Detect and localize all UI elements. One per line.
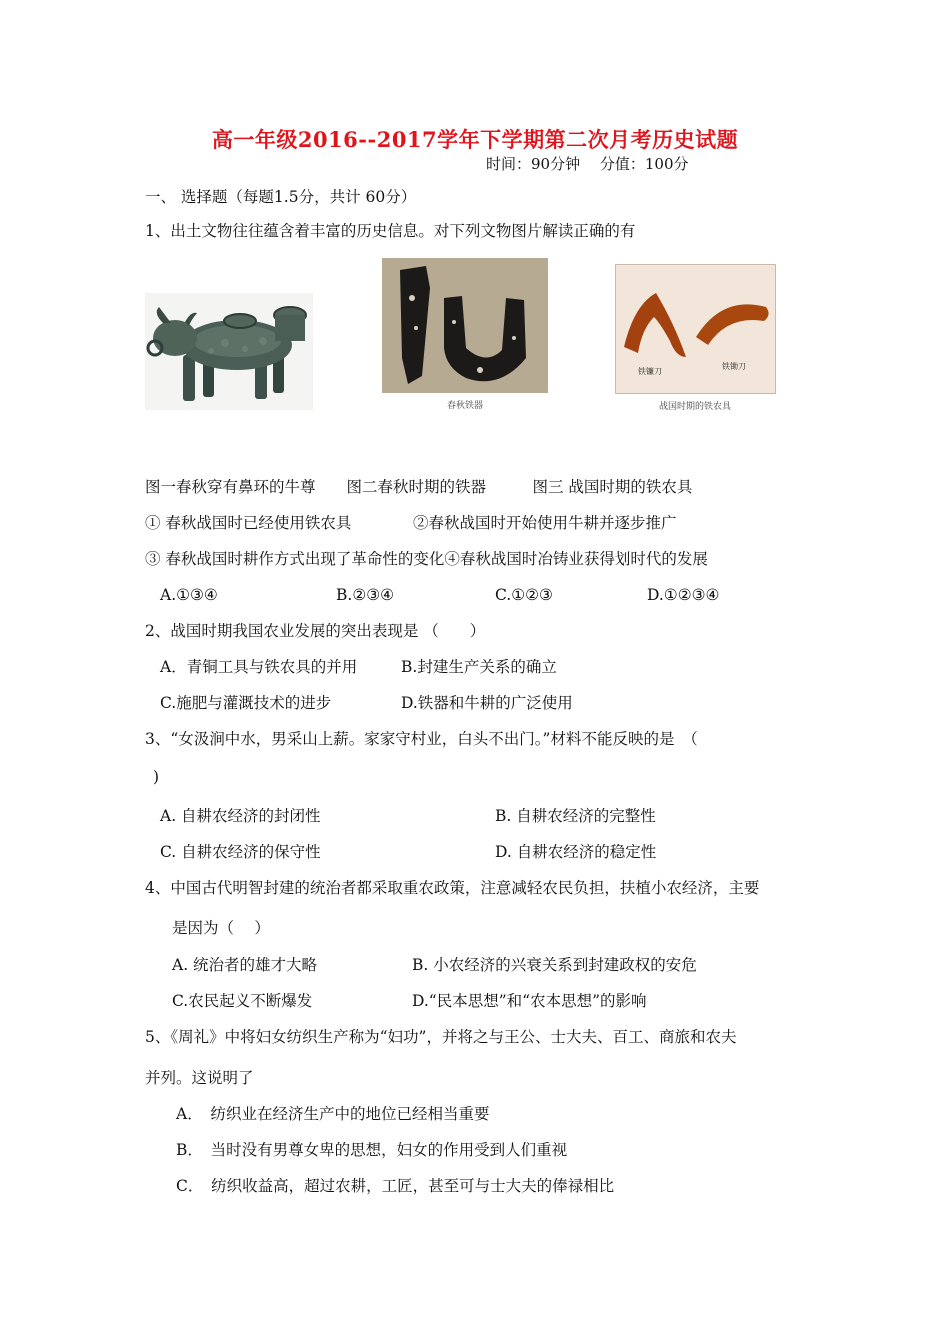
warring-states-tools-image: [611, 258, 779, 415]
q2-stem: 2、战国时期我国农业发展的突出表现是 （ ）: [145, 622, 486, 640]
q3-option-c[interactable]: C. 自耕农经济的保守性: [160, 843, 321, 861]
page-title: 高一年级2016--2017学年下学期第二次月考历史试题: [211, 127, 739, 152]
q4-option-c[interactable]: C.农民起义不断爆发: [172, 992, 313, 1010]
iron-tools-plate: [382, 258, 548, 393]
q2-option-d[interactable]: D.铁器和牛耕的广泛使用: [401, 694, 573, 712]
q4-option-b[interactable]: B. 小农经济的兴衰关系到封建政权的安危: [412, 956, 697, 974]
q3-option-b[interactable]: B. 自耕农经济的完整性: [495, 807, 656, 825]
hoe-label: 铁锄刀: [722, 362, 746, 371]
q1-figure-captions: 图一春秋穿有鼻环的牛尊 图二春秋时期的铁器 图三 战国时期的铁农具: [145, 478, 693, 496]
section-heading: 一、 选择题（每题1.5分，共计 60分）: [145, 188, 417, 206]
q1-option-d[interactable]: D.①②③④: [647, 586, 720, 604]
q5-option-c[interactable]: C． 纺织收益高，超过农耕，工匠，甚至可与士大夫的俸禄相比: [176, 1177, 615, 1195]
q1-statement-3-4: ③ 春秋战国时耕作方式出现了革命性的变化④春秋战国时冶铸业获得划时代的发展: [145, 550, 708, 568]
warring-states-tools-plate: [615, 264, 776, 394]
q1-option-c[interactable]: C.①②③: [495, 586, 553, 604]
q5-option-a[interactable]: A． 纺织业在经济生产中的地位已经相当重要: [176, 1105, 490, 1123]
q3-option-a[interactable]: A. 自耕农经济的封闭性: [160, 807, 321, 825]
q1-stem: 1、出土文物往往蕴含着丰富的历史信息。对下列文物图片解读正确的有: [145, 222, 636, 240]
q4-stem-continued: 是因为（ ）: [172, 919, 270, 937]
q5-option-b[interactable]: B． 当时没有男尊女卑的思想，妇女的作用受到人们重视: [176, 1141, 568, 1159]
q3-option-d[interactable]: D. 自耕农经济的稳定性: [495, 843, 657, 861]
q4-stem: 4、中国古代明智封建的统治者都采取重农政策，注意减轻农民负担，扶植小农经济，主要: [145, 879, 760, 897]
q2-option-c[interactable]: C.施肥与灌溉技术的进步: [160, 694, 332, 712]
q3-stem-continued: ): [153, 768, 160, 786]
iron-tools-caption: 春秋铁器: [446, 401, 483, 411]
q5-stem-continued: 并列。这说明了: [145, 1069, 254, 1087]
q1-statement-1: ① 春秋战国时已经使用铁农具: [145, 514, 352, 532]
q2-option-b[interactable]: B.封建生产关系的确立: [401, 658, 557, 676]
q4-option-d[interactable]: D.“民本思想”和“农本思想”的影响: [412, 992, 647, 1010]
exam-meta: 时间：90分钟 分值：100分: [486, 155, 689, 173]
warring-states-tools-caption: 战国时期的铁农具: [658, 402, 731, 412]
q1-statement-2: ②春秋战国时开始使用牛耕并逐步推广: [413, 514, 677, 532]
bronze-ox-image: [145, 293, 313, 410]
q1-option-a[interactable]: A.①③④: [160, 586, 218, 604]
sickle-label: 铁镰刀: [638, 367, 662, 376]
q2-option-a[interactable]: A．青铜工具与铁农具的并用: [160, 658, 358, 676]
q5-stem: 5、《周礼》中将妇女纺织生产称为“妇功”，并将之与王公、士大夫、百工、商旅和农夫: [145, 1028, 737, 1046]
q1-option-b[interactable]: B.②③④: [336, 586, 395, 604]
q4-option-a[interactable]: A. 统治者的雄才大略: [172, 956, 318, 974]
iron-tools-image: [379, 255, 551, 414]
q3-stem: 3、“女汲涧中水，男采山上薪。家家守村业，白头不出门。”材料不能反映的是 （: [145, 730, 698, 748]
